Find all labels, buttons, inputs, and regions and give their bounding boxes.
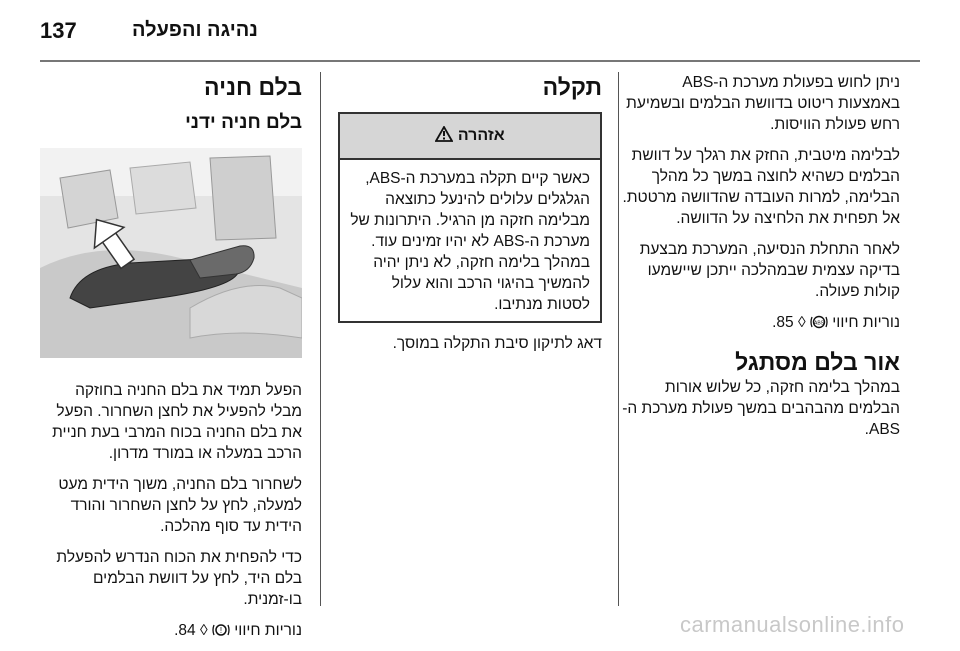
fault-note: דאג לתיקון סיבת התקלה במוסך. <box>392 335 602 352</box>
right-column <box>618 72 900 450</box>
ref-prefix: נוריות חיווי <box>234 622 302 639</box>
adaptive-brake-light-paragraph: במהלך בלימה חזקה, כל שלוש אורות הבלמים מהבהבים במשך פעולת מערכת ה-ABS. <box>622 379 900 438</box>
section-title-fault: תקלה <box>542 74 602 100</box>
svg-text:ABS: ABS <box>813 320 824 327</box>
left-paragraph-3: כדי להפחית את הכוח הנדרש להפעלת בלם היד, לחץ על דוושת הבלמים בו-זמנית. <box>56 549 302 608</box>
handbrake-photo <box>40 148 302 358</box>
warning-body: כאשר קיים תקלה במערכת ה-ABS, הגלגלים עלולים להינעל כתוצאה מבלימה חזקה מן הרגיל. היתרונות של מערכת ה-ABS לא יהיו זמינים עוד. במהלך בלימה חזקה, לא ניתן יהיה להמשיך בהיגוי הרכב והוא עלול לסטות מנתיבו. <box>350 170 590 313</box>
abs-warning-icon <box>810 314 828 330</box>
right-paragraph-1: ניתן לחוש בפעולת מערכת ה-ABS באמצעות ריטוט בדוושת הבלמים ובשמיעת רחש פעולת הוויסות. <box>626 74 900 133</box>
ref-page-link[interactable]: 85. <box>772 314 794 331</box>
middle-column <box>338 72 602 364</box>
ref-arrow-icon: ◊ <box>199 622 208 639</box>
header-rule <box>40 60 920 62</box>
ref-prefix: נוריות חיווי <box>832 314 900 331</box>
right-cross-reference <box>618 312 900 333</box>
chapter-title: נהיגה והפעלה <box>132 19 258 41</box>
section-title-adaptive-brake-light: אור בלם מסתגל <box>735 349 900 375</box>
left-column <box>40 72 302 651</box>
subsection-title-manual-parking-brake: בלם חניה ידני <box>185 112 302 133</box>
brake-warning-icon <box>212 622 230 638</box>
left-paragraph-2: לשחרור בלם החניה, משוך הידית מעט למעלה, לחץ על לחצן השחרור והורד הידית עד סוף מהלכה. <box>58 476 302 535</box>
svg-text:!: ! <box>219 626 223 635</box>
warning-title <box>340 114 600 160</box>
warning-title-text: אזהרה <box>457 127 505 144</box>
left-paragraph-1: הפעל תמיד את בלם החניה בחוזקה מבלי להפעיל את לחצן השחרור. הפעל את בלם החניה בכוח המרבי בעת חניית הרכב במעלה או במורד מדרון. <box>52 382 302 462</box>
ref-page-link[interactable]: 84. <box>174 622 196 639</box>
page-header <box>40 14 920 52</box>
ref-arrow-icon: ◊ <box>797 314 806 331</box>
section-title-parking-brake: בלם חניה <box>204 74 302 100</box>
page-number: 137 <box>40 18 77 43</box>
watermark: carmanualsonline.info <box>680 612 905 637</box>
right-paragraph-2: לבלימה מיטבית, החזק את רגלך על דוושת הבלמים כשהיא לחוצה במשך כל מהלך הבלימה, למרות העובדה שהדוושה מרטטת. אל תפחית את הלחיצה על הדוושה. <box>622 147 900 227</box>
right-paragraph-3: לאחר התחלת הנסיעה, המערכת מבצעת בדיקה עצמית שבמהלכה ייתכן שיישמעו קולות פעולה. <box>639 241 900 300</box>
warning-box <box>338 112 602 323</box>
column-divider-left <box>320 72 321 606</box>
left-cross-reference <box>40 620 302 641</box>
warning-triangle-icon <box>435 126 453 142</box>
